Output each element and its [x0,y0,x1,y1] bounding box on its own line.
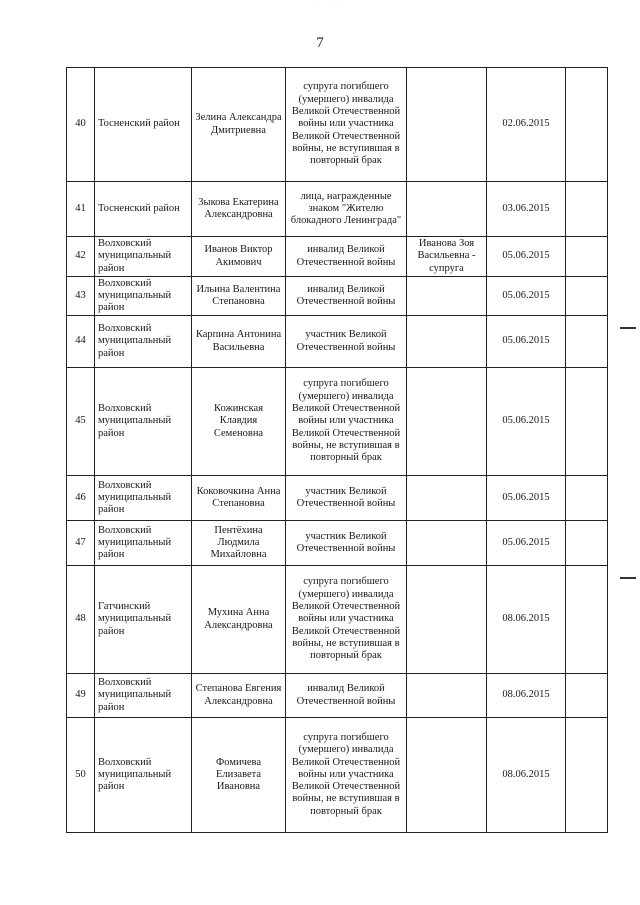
relative-cell [407,718,487,833]
row-number: 45 [67,368,95,476]
relative-cell [407,476,487,521]
category-cell: инвалид Великой Отечественной войны [286,277,407,316]
name-cell: Фомичева Елизавета Ивановна [192,718,286,833]
empty-cell [566,476,608,521]
empty-cell [566,237,608,277]
margin-mark [620,327,636,329]
date-cell: 05.06.2015 [487,368,566,476]
relative-cell [407,68,487,182]
records-table [66,67,608,833]
empty-cell [566,68,608,182]
category-cell: инвалид Великой Отечественной войны [286,237,407,277]
table-row [67,718,608,833]
date-cell: 08.06.2015 [487,718,566,833]
category-cell: лица, награжденные знаком "Жителю блокадного Ленинграда" [286,182,407,237]
date-cell: 05.06.2015 [487,277,566,316]
district-cell: Волховский муниципальный район [95,521,192,566]
relative-cell [407,566,487,674]
row-number: 43 [67,277,95,316]
row-number: 46 [67,476,95,521]
date-cell: 03.06.2015 [487,182,566,237]
table-row [67,277,608,316]
relative-cell [407,368,487,476]
row-number: 47 [67,521,95,566]
category-cell: участник Великой Отечественной войны [286,316,407,368]
row-number: 41 [67,182,95,237]
row-number: 44 [67,316,95,368]
name-cell: Мухина Анна Александровна [192,566,286,674]
district-cell: Волховский муниципальный район [95,237,192,277]
name-cell: Ильина Валентина Степановна [192,277,286,316]
category-cell: инвалид Великой Отечественной войны [286,674,407,718]
row-number: 40 [67,68,95,182]
empty-cell [566,277,608,316]
category-cell: супруга погибшего (умершего) инвалида Великой Отечественной войны или участника Великой Отечественной войны, не вступившая в повторный брак [286,68,407,182]
table-row [67,316,608,368]
district-cell: Тосненский район [95,182,192,237]
date-cell: 05.06.2015 [487,237,566,277]
table-row [67,476,608,521]
scan-specks: · · · [318,4,342,10]
empty-cell [566,368,608,476]
district-cell: Волховский муниципальный район [95,368,192,476]
margin-mark [620,577,636,579]
page-number: 7 [316,35,324,51]
name-cell: Кожинская Клавдия Семеновна [192,368,286,476]
name-cell: Карпина Антонина Васильевна [192,316,286,368]
district-cell: Гатчинский муниципальный район [95,566,192,674]
empty-cell [566,718,608,833]
date-cell: 02.06.2015 [487,68,566,182]
district-cell: Волховский муниципальный район [95,316,192,368]
date-cell: 08.06.2015 [487,566,566,674]
relative-cell [407,674,487,718]
district-cell: Тосненский район [95,68,192,182]
name-cell: Зелина Александра Дмитриевна [192,68,286,182]
date-cell: 05.06.2015 [487,476,566,521]
table-row [67,368,608,476]
category-cell: супруга погибшего (умершего) инвалида Великой Отечественной войны или участника Великой Отечественной войны, не вступившая в повторный брак [286,566,407,674]
row-number: 48 [67,566,95,674]
empty-cell [566,521,608,566]
category-cell: участник Великой Отечественной войны [286,476,407,521]
name-cell: Степанова Евгения Александровна [192,674,286,718]
name-cell: Пентёхина Людмила Михайловна [192,521,286,566]
category-cell: супруга погибшего (умершего) инвалида Великой Отечественной войны или участника Великой Отечественной войны, не вступившая в повторный брак [286,368,407,476]
table-row [67,68,608,182]
date-cell: 05.06.2015 [487,521,566,566]
district-cell: Волховский муниципальный район [95,674,192,718]
district-cell: Волховский муниципальный район [95,277,192,316]
category-cell: супруга погибшего (умершего) инвалида Великой Отечественной войны или участника Великой Отечественной войны, не вступившая в повторный брак [286,718,407,833]
category-cell: участник Великой Отечественной войны [286,521,407,566]
relative-cell [407,182,487,237]
row-number: 42 [67,237,95,277]
empty-cell [566,316,608,368]
name-cell: Коковочкина Анна Степановна [192,476,286,521]
table-row [67,182,608,237]
table-row [67,521,608,566]
relative-cell [407,277,487,316]
row-number: 49 [67,674,95,718]
table-row [67,237,608,277]
district-cell: Волховский муниципальный район [95,718,192,833]
relative-cell [407,521,487,566]
row-number: 50 [67,718,95,833]
date-cell: 05.06.2015 [487,316,566,368]
table-row [67,674,608,718]
name-cell: Зыкова Екатерина Александровна [192,182,286,237]
date-cell: 08.06.2015 [487,674,566,718]
empty-cell [566,674,608,718]
relative-cell: Иванова Зоя Васильевна - супруга [407,237,487,277]
district-cell: Волховский муниципальный район [95,476,192,521]
name-cell: Иванов Виктор Акимович [192,237,286,277]
table-row [67,566,608,674]
relative-cell [407,316,487,368]
empty-cell [566,566,608,674]
empty-cell [566,182,608,237]
